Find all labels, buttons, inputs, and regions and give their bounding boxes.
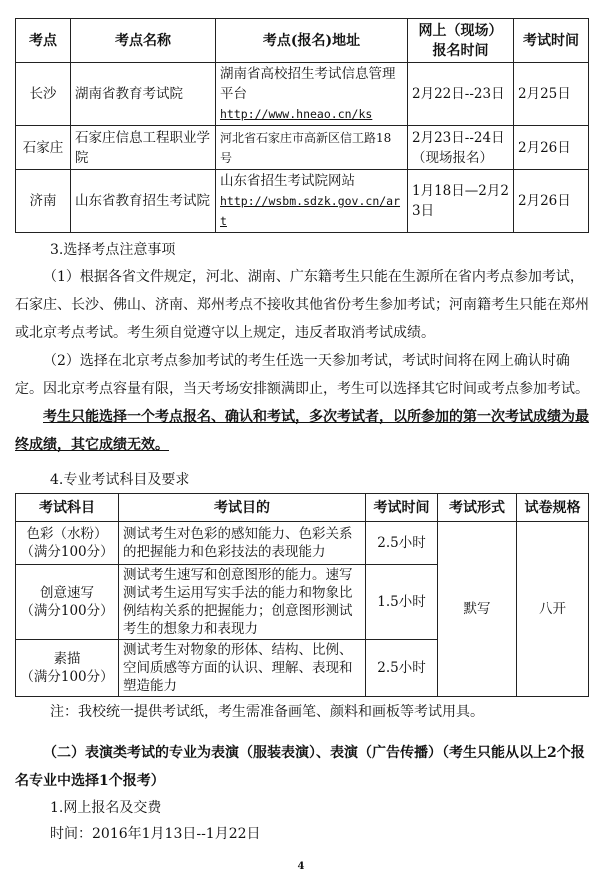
section3-paragraph-2: （2）选择在北京考点参加考试的考生任选一天参加考试，考试时间将在网上确认时确定。因北京考点容量有限，当天考场安排额满即止，考生可以选择其它时间或考点参加考试。 [15, 353, 589, 397]
header-exam-time: 考试时间 [514, 19, 589, 63]
exam-subject-table [15, 493, 589, 697]
table-row [16, 63, 589, 126]
section3-bold-note: 考生只能选择一个考点报名、确认和考试，多次考试者，以所参加的第一次考试成绩为最终成绩，其它成绩无效。 [15, 409, 589, 453]
header-address: 考点(报名)地址 [216, 19, 408, 63]
address-text: 山东省招生考试院网站 [220, 173, 355, 189]
purpose: 测试考生对物象的形体、结构、比例、空间质感等方面的认识、理解、表现和塑造能力 [119, 640, 366, 697]
header-subject: 考试科目 [16, 494, 119, 522]
header-purpose: 考试目的 [119, 494, 366, 522]
duration: 2.5小时 [366, 640, 438, 697]
subject-name: 色彩（水粉） [26, 526, 108, 542]
section3-heading: 3.选择考点注意事项 [50, 242, 176, 258]
section-b-heading: （二）表演类考试的专业为表演（服装表演）、表演（广告传播）（考生只能从以上2个报名专业中选择1个报考） [15, 745, 585, 789]
subject [16, 565, 119, 640]
subject-name: 素描 [53, 651, 81, 667]
exam-time: 2月26日 [514, 170, 589, 233]
exam-time: 2月25日 [514, 63, 589, 126]
reg-time: 1月18日—2月23日 [408, 170, 514, 233]
page-number: 4 [297, 861, 305, 872]
section3-paragraph-1: （1）根据各省文件规定，河北、湖南、广东籍考生只能在生源所在省内考点参加考试，石家庄、长沙、佛山、济南、郑州考点不接收其他省份考生参加考试；河南籍考生只能在郑州或北京考点考试。考生须自觉遵守以上规定，违反者取消考试成绩。 [15, 269, 589, 341]
site-name: 湖南省教育考试院 [71, 63, 216, 126]
site-name: 石家庄信息工程职业学院 [71, 126, 216, 170]
table-header-row [16, 494, 589, 522]
exam-format: 默写 [438, 522, 517, 697]
address [216, 170, 408, 233]
header-paper-size: 试卷规格 [517, 494, 589, 522]
subject-score: （满分100分） [20, 669, 114, 685]
reg-time: 2月23日--24日（现场报名） [408, 126, 514, 170]
reg-time: 2月22日--23日 [408, 63, 514, 126]
header-format: 考试形式 [438, 494, 517, 522]
table-row [16, 170, 589, 233]
address-text: 湖南省高校招生考试信息管理平台 [220, 66, 396, 102]
header-reg-time: 网上（现场）报名时间 [408, 19, 514, 63]
section-b-time: 时间：2016年1月13日--1月22日 [50, 826, 261, 842]
subject-name: 创意速写 [40, 585, 94, 601]
header-duration: 考试时间 [366, 494, 438, 522]
exam-site-table [15, 18, 589, 233]
exam-time: 2月26日 [514, 126, 589, 170]
site: 石家庄 [16, 126, 71, 170]
purpose: 测试考生速写和创意图形的能力。速写测试考生运用写实手法的能力和物象比例结构关系的把握能力；创意图形测试考生的想象力和表现力 [119, 565, 366, 640]
header-site: 考点 [16, 19, 71, 63]
site: 济南 [16, 170, 71, 233]
table-row [16, 126, 589, 170]
paper-size: 八开 [517, 522, 589, 697]
purpose: 测试考生对色彩的感知能力、色彩关系的把握能力和色彩技法的表现能力 [119, 522, 366, 565]
table-header-row [16, 19, 589, 63]
section-b-subheading: 1.网上报名及交费 [50, 800, 162, 816]
section4-heading: 4.专业考试科目及要求 [50, 472, 190, 488]
subject-score: （满分100分） [20, 544, 114, 560]
url-link[interactable]: http://www.hneao.cn/ks [220, 107, 373, 121]
header-name: 考点名称 [71, 19, 216, 63]
site: 长沙 [16, 63, 71, 126]
subject-score: （满分100分） [20, 603, 114, 619]
site-name: 山东省教育招生考试院 [71, 170, 216, 233]
duration: 1.5小时 [366, 565, 438, 640]
address: 河北省石家庄市高新区信工路18号 [216, 126, 408, 170]
subject [16, 522, 119, 565]
duration: 2.5小时 [366, 522, 438, 565]
address [216, 63, 408, 126]
section4-note: 注：我校统一提供考试纸，考生需准备画笔、颜料和画板等考试用具。 [50, 704, 484, 720]
url-link[interactable]: http://wsbm.sdzk.gov.cn/art [220, 194, 401, 228]
table-row [16, 522, 589, 565]
subject [16, 640, 119, 697]
